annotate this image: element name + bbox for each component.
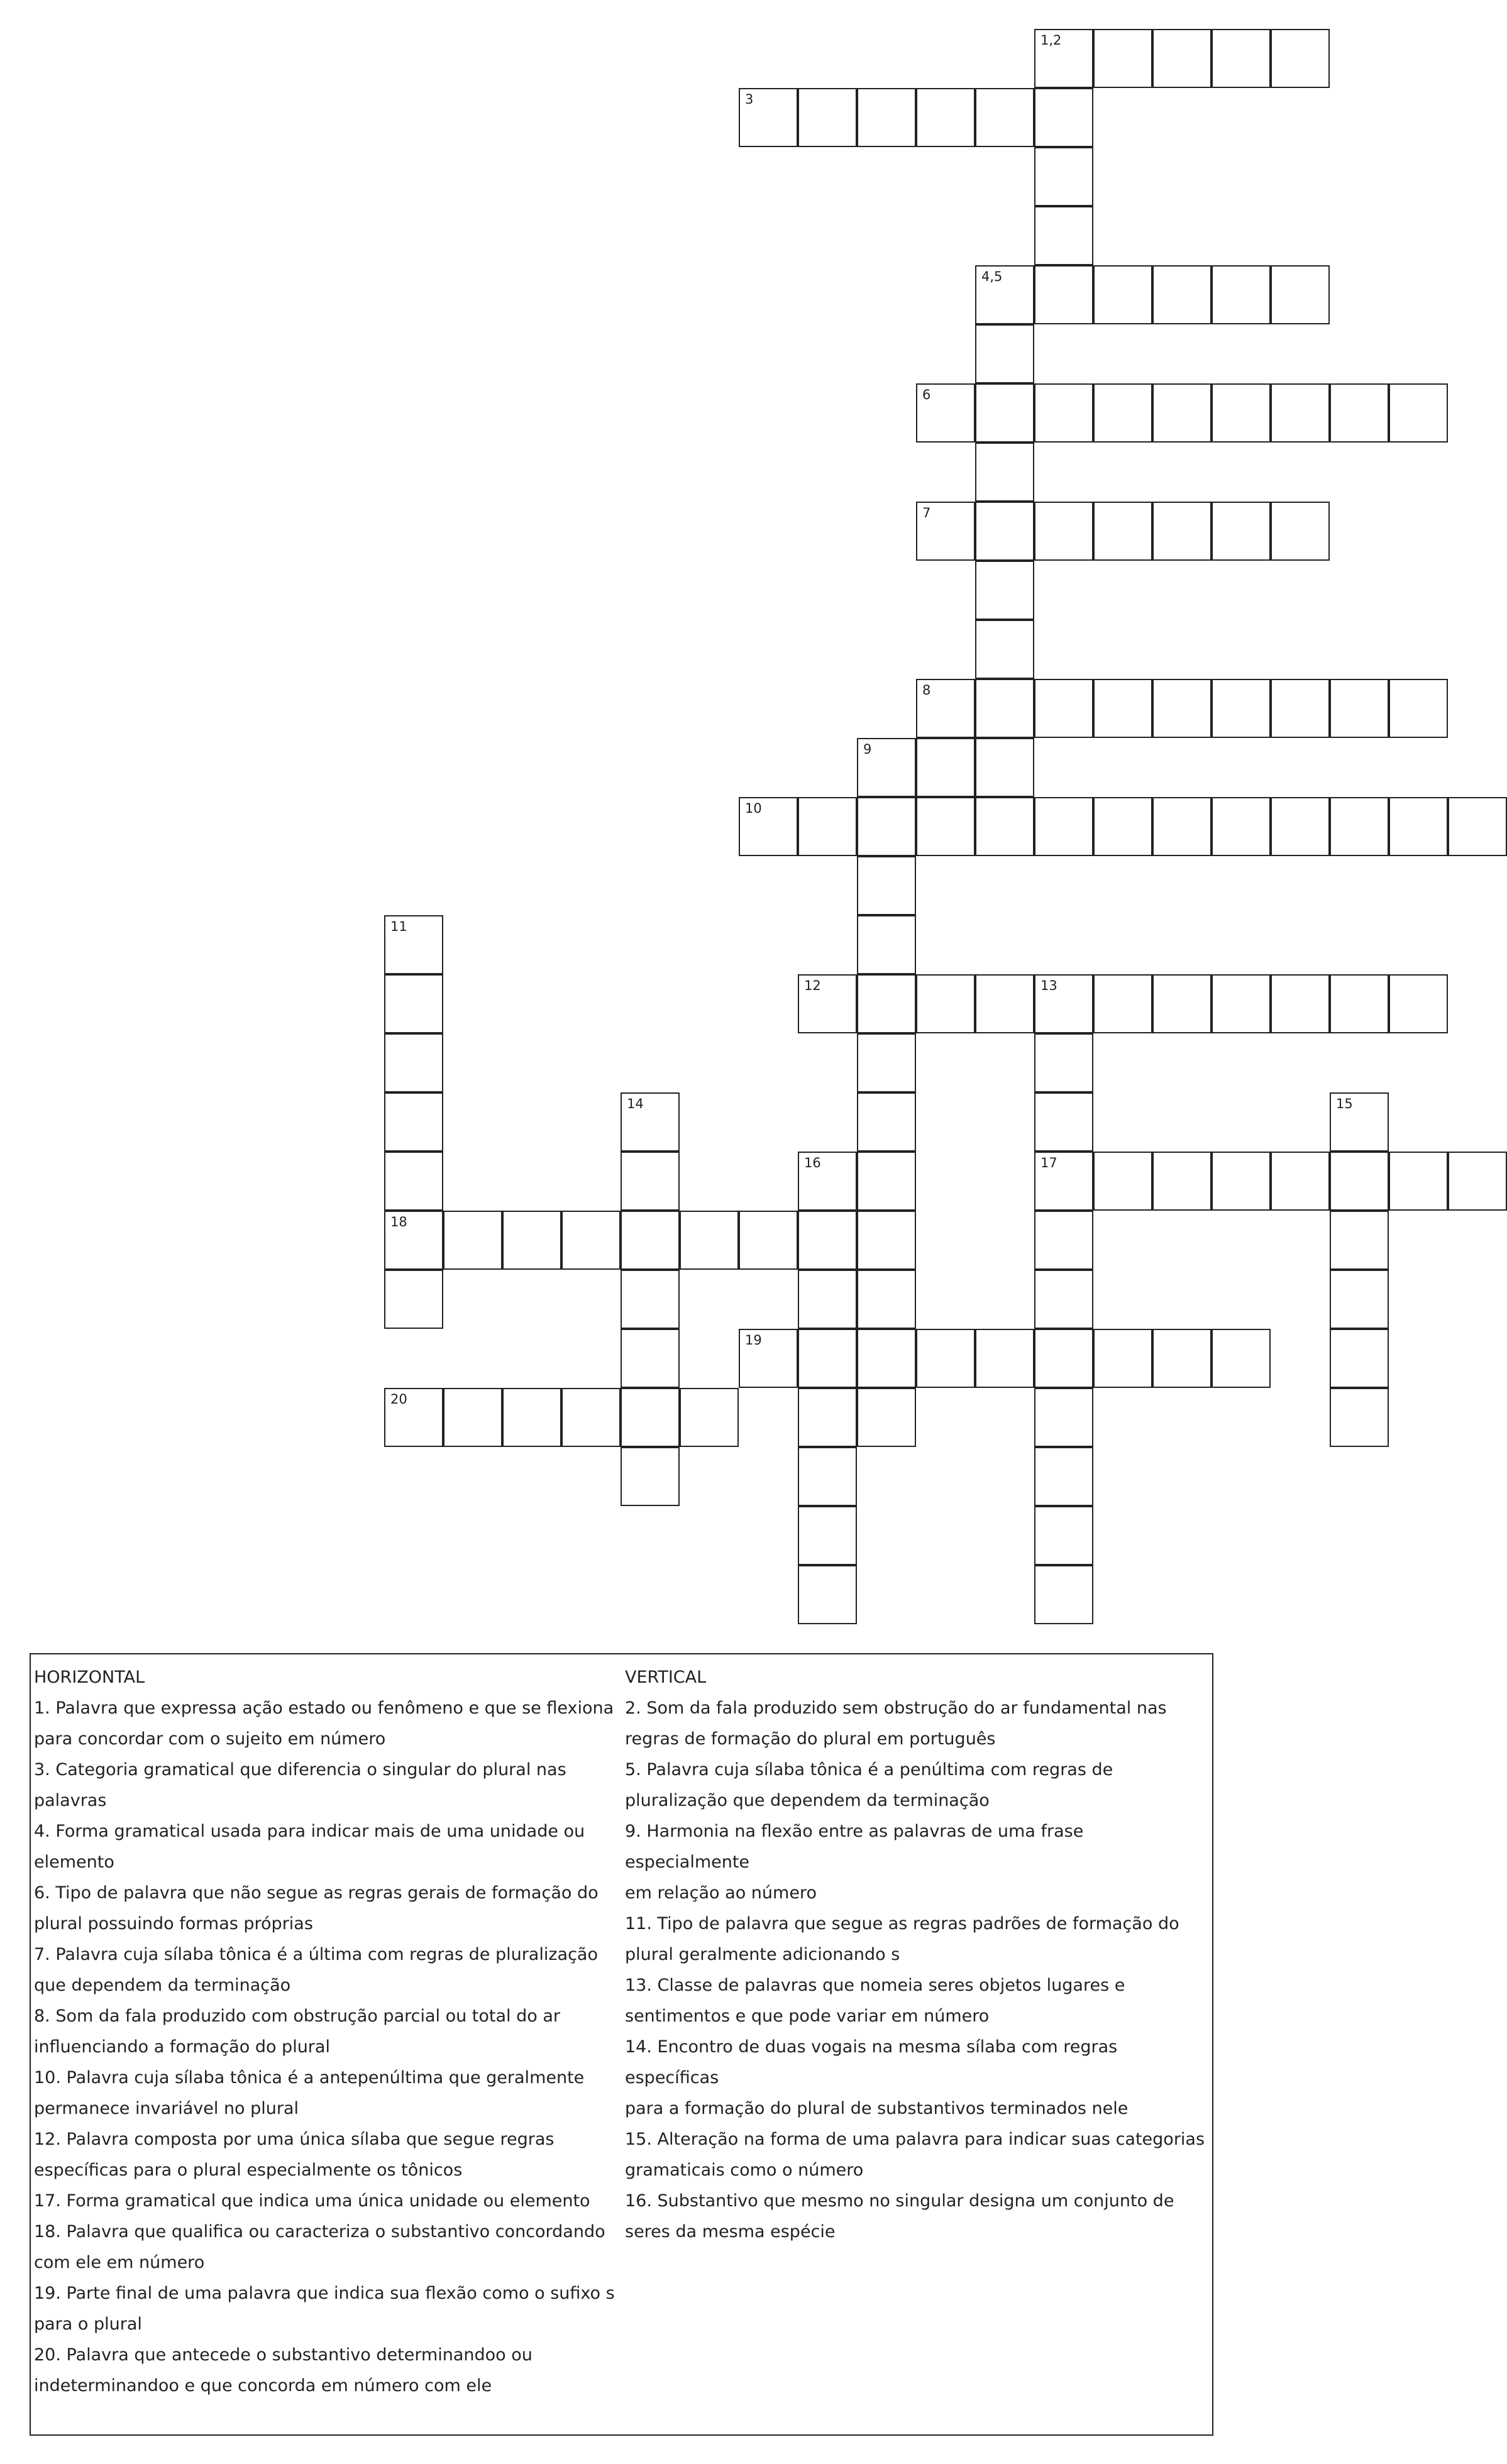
vertical-clue: plural geralmente adicionando s <box>625 1945 900 1964</box>
grid-cell[interactable] <box>1034 679 1093 738</box>
grid-cell[interactable] <box>1271 383 1330 443</box>
grid-cell[interactable] <box>443 1388 502 1447</box>
grid-cell[interactable] <box>1152 1152 1212 1211</box>
grid-cell[interactable] <box>502 1388 561 1447</box>
grid-cell[interactable] <box>975 1329 1034 1388</box>
grid-cell[interactable] <box>621 1092 680 1152</box>
grid-cell[interactable] <box>1034 1565 1093 1624</box>
grid-cell[interactable] <box>1212 383 1271 443</box>
horizontal-clue: indeterminandoo e que concorda em número com ele <box>34 2376 492 2395</box>
clue-number: 8 <box>922 683 931 698</box>
grid-cell[interactable] <box>621 1152 680 1211</box>
grid-cell[interactable] <box>857 1152 916 1211</box>
horizontal-clue: 18. Palavra que qualifica ou caracteriza o substantivo concordando <box>34 2222 605 2241</box>
clue-number: 7 <box>922 505 931 520</box>
grid-cell[interactable] <box>1212 1329 1271 1388</box>
grid-cell[interactable] <box>1330 1092 1389 1152</box>
grid-cell[interactable] <box>1212 1152 1271 1211</box>
grid-cell[interactable] <box>739 1211 798 1270</box>
horizontal-clue: 19. Parte final de uma palavra que indica sua flexão como o sufixo s <box>34 2284 615 2303</box>
grid-cell[interactable] <box>443 1211 502 1270</box>
grid-cell[interactable] <box>1152 383 1212 443</box>
clue-number: 12 <box>804 978 821 993</box>
grid-cell[interactable] <box>1152 29 1212 88</box>
grid-cell[interactable] <box>798 974 857 1033</box>
horizontal-clue: 4. Forma gramatical usada para indicar mais de uma unidade ou <box>34 1822 585 1841</box>
grid-cell[interactable] <box>975 974 1034 1033</box>
grid-cell[interactable] <box>798 797 857 856</box>
clue-number: 18 <box>390 1214 407 1229</box>
grid-cell[interactable] <box>975 502 1034 561</box>
grid-cell[interactable] <box>1034 1211 1093 1270</box>
grid-cell[interactable] <box>1034 1033 1093 1092</box>
grid-cell[interactable] <box>1448 797 1507 856</box>
grid-cell[interactable] <box>798 88 857 147</box>
grid-cell[interactable] <box>1152 1329 1212 1388</box>
grid-cell[interactable] <box>798 1388 857 1447</box>
grid-cell[interactable] <box>1330 1388 1389 1447</box>
vertical-clue: gramaticais como o número <box>625 2160 864 2180</box>
grid-cell[interactable] <box>1389 974 1448 1033</box>
grid-cell[interactable] <box>1152 974 1212 1033</box>
grid-cell[interactable] <box>857 1033 916 1092</box>
grid-cell[interactable] <box>857 797 916 856</box>
horizontal-clue: 1. Palavra que expressa ação estado ou fenômeno e que se flexiona <box>34 1698 614 1718</box>
grid-cell[interactable] <box>1389 383 1448 443</box>
grid-cell[interactable] <box>1271 1152 1330 1211</box>
vertical-clue: 5. Palavra cuja sílaba tônica é a penúltima com regras de <box>625 1760 1113 1779</box>
clue-number: 4,5 <box>981 269 1003 284</box>
clue-number: 14 <box>627 1096 644 1111</box>
grid-cell[interactable] <box>1448 1152 1507 1211</box>
grid-cell[interactable] <box>1212 974 1271 1033</box>
grid-cell[interactable] <box>502 1211 561 1270</box>
grid-cell[interactable] <box>1271 502 1330 561</box>
grid-cell[interactable] <box>1330 1211 1389 1270</box>
grid-cell[interactable] <box>1034 974 1093 1033</box>
grid-cell[interactable] <box>1034 1447 1093 1506</box>
grid-cell[interactable] <box>1093 797 1152 856</box>
grid-cell[interactable] <box>384 1033 443 1092</box>
grid-cell[interactable] <box>739 1329 798 1388</box>
grid-cell[interactable] <box>739 88 798 147</box>
vertical-clue: 14. Encontro de duas vogais na mesma sílaba com regras específicas <box>625 2037 1118 2087</box>
horizontal-clue: palavras <box>34 1791 107 1810</box>
vertical-clue: 13. Classe de palavras que nomeia seres objetos lugares e <box>625 1976 1125 1995</box>
vertical-clues <box>625 1662 1210 2247</box>
grid-cell[interactable] <box>1152 797 1212 856</box>
grid-cell[interactable] <box>1271 974 1330 1033</box>
grid-cell[interactable] <box>1093 1329 1152 1388</box>
grid-cell[interactable] <box>1212 29 1271 88</box>
grid-cell[interactable] <box>857 738 916 797</box>
horizontal-clue: elemento <box>34 1852 114 1872</box>
grid-cell[interactable] <box>1093 502 1152 561</box>
grid-cell[interactable] <box>384 974 443 1033</box>
grid-cell[interactable] <box>384 1211 443 1270</box>
grid-cell[interactable] <box>384 1092 443 1152</box>
horizontal-clue: plural possuindo formas próprias <box>34 1914 313 1933</box>
grid-cell[interactable] <box>1271 265 1330 324</box>
horizontal-clue: 17. Forma gramatical que indica uma única unidade ou elemento <box>34 2191 590 2211</box>
grid-cell[interactable] <box>384 1152 443 1211</box>
grid-cell[interactable] <box>680 1388 739 1447</box>
grid-cell[interactable] <box>1271 29 1330 88</box>
grid-cell[interactable] <box>621 1388 680 1447</box>
grid-cell[interactable] <box>621 1270 680 1329</box>
grid-cell[interactable] <box>916 679 975 738</box>
clue-number: 3 <box>745 92 754 107</box>
grid-cell[interactable] <box>1034 206 1093 265</box>
grid-cell[interactable] <box>384 1270 443 1329</box>
horizontal-clue: influenciando a formação do plural <box>34 2037 330 2057</box>
grid-cell[interactable] <box>1212 797 1271 856</box>
horizontal-clue: com ele em número <box>34 2253 205 2272</box>
grid-cell[interactable] <box>857 1270 916 1329</box>
grid-cell[interactable] <box>1093 265 1152 324</box>
grid-cell[interactable] <box>798 1329 857 1388</box>
grid-cell[interactable] <box>857 915 916 974</box>
grid-cell[interactable] <box>1389 1152 1448 1211</box>
grid-cell[interactable] <box>1093 29 1152 88</box>
grid-cell[interactable] <box>1034 1506 1093 1565</box>
grid-cell[interactable] <box>1330 1270 1389 1329</box>
grid-cell[interactable] <box>916 502 975 561</box>
horizontal-clue: para concordar com o sujeito em número <box>34 1729 386 1749</box>
grid-cell[interactable] <box>916 1329 975 1388</box>
grid-cell[interactable] <box>680 1211 739 1270</box>
vertical-title: VERTICAL <box>625 1668 707 1687</box>
horizontal-clue-list <box>34 1693 625 2401</box>
grid-cell[interactable] <box>1330 679 1389 738</box>
grid-cell[interactable] <box>1034 797 1093 856</box>
horizontal-clue: que dependem da terminação <box>34 1976 291 1995</box>
horizontal-clue: 8. Som da fala produzido com obstrução parcial ou total do ar <box>34 2006 561 2026</box>
clue-number: 19 <box>745 1333 762 1348</box>
grid-cell[interactable] <box>798 1270 857 1329</box>
grid-cell[interactable] <box>916 383 975 443</box>
grid-cell[interactable] <box>1034 265 1093 324</box>
grid-cell[interactable] <box>798 1565 857 1624</box>
grid-cell[interactable] <box>857 1388 916 1447</box>
vertical-clue: regras de formação do plural em português <box>625 1729 996 1749</box>
grid-cell[interactable] <box>857 1211 916 1270</box>
horizontal-clues <box>34 1662 625 2401</box>
grid-cell[interactable] <box>975 88 1034 147</box>
clue-number: 13 <box>1041 978 1057 993</box>
grid-cell[interactable] <box>1330 797 1389 856</box>
grid-cell[interactable] <box>916 974 975 1033</box>
grid-cell[interactable] <box>857 1092 916 1152</box>
grid-cell[interactable] <box>1034 88 1093 147</box>
grid-cell[interactable] <box>1034 502 1093 561</box>
grid-cell[interactable] <box>798 1211 857 1270</box>
vertical-clue: sentimentos e que pode variar em número <box>625 2006 990 2026</box>
grid-cell[interactable] <box>1389 679 1448 738</box>
horizontal-clue: 10. Palavra cuja sílaba tônica é a antepenúltima que geralmente <box>34 2068 585 2087</box>
grid-cell[interactable] <box>1034 1152 1093 1211</box>
grid-cell[interactable] <box>975 797 1034 856</box>
vertical-clue: seres da mesma espécie <box>625 2222 836 2241</box>
grid-cell[interactable] <box>621 1211 680 1270</box>
grid-cell[interactable] <box>1034 29 1093 88</box>
grid-cell[interactable] <box>1330 1329 1389 1388</box>
grid-cell[interactable] <box>975 679 1034 738</box>
horizontal-clue: 12. Palavra composta por uma única sílaba que segue regras <box>34 2130 555 2149</box>
horizontal-clue: para o plural <box>34 2314 142 2334</box>
grid-cell[interactable] <box>857 1329 916 1388</box>
horizontal-title: HORIZONTAL <box>34 1668 145 1687</box>
vertical-clue: em relação ao número <box>625 1883 817 1903</box>
grid-cell[interactable] <box>1034 1388 1093 1447</box>
grid-cell[interactable] <box>975 561 1034 620</box>
vertical-clue: pluralização que dependem da terminação <box>625 1791 990 1810</box>
horizontal-clue: específicas para o plural especialmente os tônicos <box>34 2160 463 2180</box>
horizontal-clue: 20. Palavra que antecede o substantivo determinandoo ou <box>34 2345 533 2365</box>
grid-cell[interactable] <box>916 797 975 856</box>
grid-cell[interactable] <box>1389 797 1448 856</box>
grid-cell[interactable] <box>561 1211 621 1270</box>
grid-cell[interactable] <box>975 324 1034 383</box>
grid-cell[interactable] <box>1034 1092 1093 1152</box>
grid-cell[interactable] <box>1212 679 1271 738</box>
horizontal-clue: permanece invariável no plural <box>34 2099 299 2118</box>
vertical-clue: 15. Alteração na forma de uma palavra para indicar suas categorias <box>625 2130 1205 2149</box>
grid-cell[interactable] <box>1034 383 1093 443</box>
grid-cell[interactable] <box>1034 1329 1093 1388</box>
grid-cell[interactable] <box>1152 679 1212 738</box>
grid-cell[interactable] <box>384 915 443 974</box>
grid-cell[interactable] <box>1271 797 1330 856</box>
grid-cell[interactable] <box>1093 679 1152 738</box>
clue-number: 15 <box>1336 1096 1353 1111</box>
clue-number: 10 <box>745 801 762 816</box>
grid-cell[interactable] <box>1034 1270 1093 1329</box>
grid-cell[interactable] <box>798 1152 857 1211</box>
grid-cell[interactable] <box>857 974 916 1033</box>
clue-number: 11 <box>390 919 407 934</box>
grid-cell[interactable] <box>1271 679 1330 738</box>
clue-number: 17 <box>1041 1155 1057 1170</box>
grid-cell[interactable] <box>384 1388 443 1447</box>
grid-cell[interactable] <box>857 856 916 915</box>
clue-number: 16 <box>804 1155 821 1170</box>
grid-cell[interactable] <box>1152 265 1212 324</box>
grid-cell[interactable] <box>975 738 1034 797</box>
grid-cell[interactable] <box>621 1447 680 1506</box>
grid-cell[interactable] <box>621 1329 680 1388</box>
grid-cell[interactable] <box>916 88 975 147</box>
grid-cell[interactable] <box>975 443 1034 502</box>
grid-cell[interactable] <box>857 88 916 147</box>
grid-cell[interactable] <box>1330 383 1389 443</box>
grid-cell[interactable] <box>975 620 1034 679</box>
grid-cell[interactable] <box>1212 502 1271 561</box>
clue-number: 20 <box>390 1392 407 1407</box>
horizontal-clue: 7. Palavra cuja sílaba tônica é a última com regras de pluralização <box>34 1945 598 1964</box>
horizontal-clue: 3. Categoria gramatical que diferencia o singular do plural nas <box>34 1760 566 1779</box>
grid-cell[interactable] <box>561 1388 621 1447</box>
grid-cell[interactable] <box>798 1447 857 1506</box>
grid-cell[interactable] <box>975 265 1034 324</box>
clue-number: 9 <box>863 742 872 757</box>
vertical-clue: 9. Harmonia na flexão entre as palavras de uma frase especialmente <box>625 1822 1084 1872</box>
grid-cell[interactable] <box>1212 265 1271 324</box>
grid-cell[interactable] <box>798 1506 857 1565</box>
grid-cell[interactable] <box>975 383 1034 443</box>
grid-cell[interactable] <box>1093 383 1152 443</box>
vertical-clue: 16. Substantivo que mesmo no singular designa um conjunto de <box>625 2191 1174 2211</box>
grid-cell[interactable] <box>1152 502 1212 561</box>
vertical-clue: 2. Som da fala produzido sem obstrução do ar fundamental nas <box>625 1698 1167 1718</box>
grid-cell[interactable] <box>1093 1152 1152 1211</box>
clues-panel <box>30 1653 1213 2436</box>
grid-cell[interactable] <box>916 738 975 797</box>
vertical-clue: para a formação do plural de substantivos terminados nele <box>625 2099 1129 2118</box>
clue-number: 6 <box>922 387 931 402</box>
horizontal-clue: 6. Tipo de palavra que não segue as regras gerais de formação do <box>34 1883 599 1903</box>
grid-cell[interactable] <box>1093 974 1152 1033</box>
vertical-clue-list <box>625 1693 1210 2247</box>
grid-cell[interactable] <box>1034 147 1093 206</box>
grid-cell[interactable] <box>739 797 798 856</box>
grid-cell[interactable] <box>1330 974 1389 1033</box>
grid-cell[interactable] <box>1330 1152 1389 1211</box>
vertical-clue: 11. Tipo de palavra que segue as regras padrões de formação do <box>625 1914 1179 1933</box>
clue-number: 1,2 <box>1041 33 1062 48</box>
